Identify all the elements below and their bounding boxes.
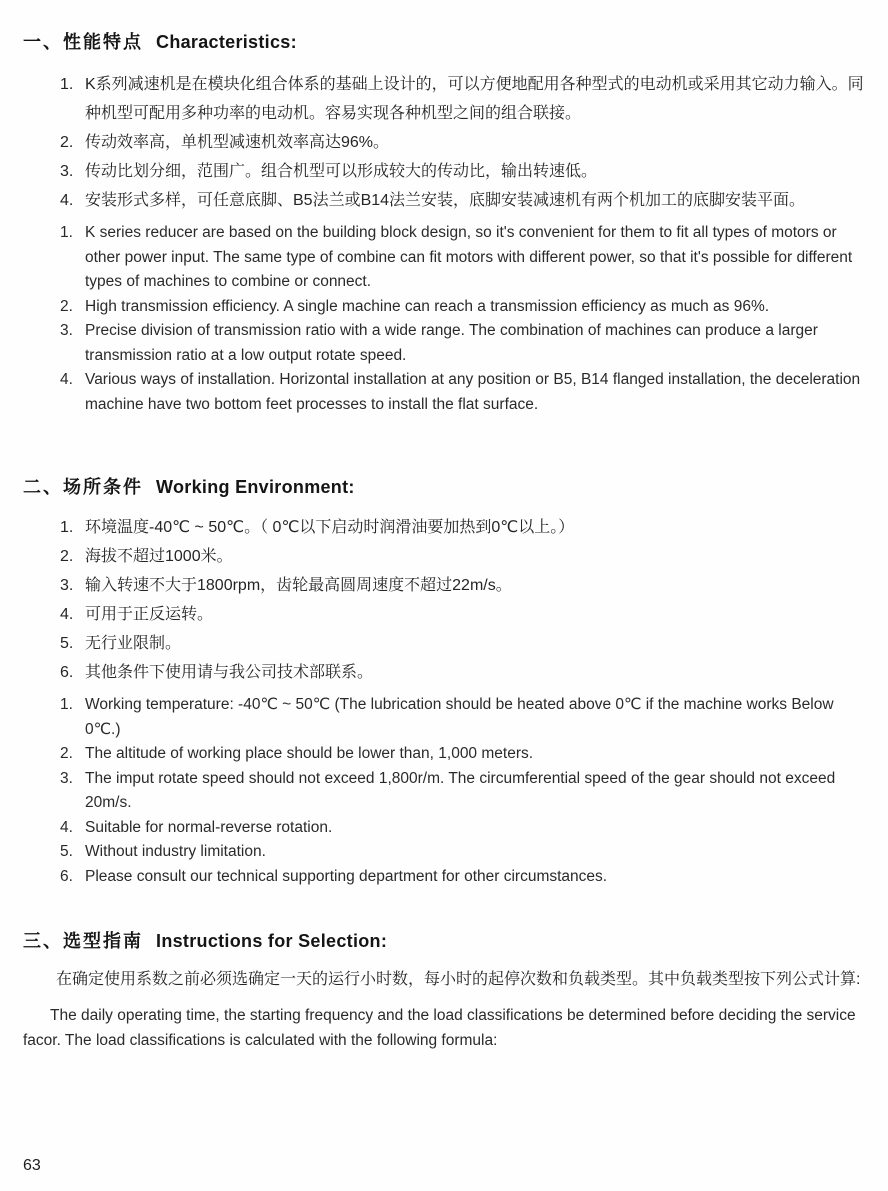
list-item-text: 安装形式多样，可任意底脚、B5法兰或B14法兰安装，底脚安装减速机有两个机加工的底脚安装平面。 — [85, 192, 806, 209]
section-title-en: Instructions for Selection: — [156, 931, 388, 951]
list-item-number: 2. — [60, 134, 74, 151]
list-item-text: Precise division of transmission ratio with a wide range. The combination of machines can produce a larger transmission ratio at a low output rotate speed. — [85, 322, 818, 364]
list-item-number: 4. — [60, 192, 74, 209]
list-item-text: 传动效率高，单机型减速机效率高达96%。 — [85, 134, 390, 151]
list-item-number: 2. — [60, 745, 73, 762]
list-item — [23, 368, 864, 417]
list-item — [23, 513, 864, 542]
list-item-number: 2. — [60, 297, 73, 315]
list-item — [23, 816, 864, 841]
section-characteristics-title — [23, 30, 864, 54]
list-item — [23, 767, 864, 816]
list-item-number: 6. — [60, 867, 73, 885]
list-item-text: 传动比划分细，范围广。组合机型可以形成较大的传动比，输出转速低。 — [85, 163, 598, 180]
list-item-number: 1. — [60, 519, 74, 536]
list-item-text: High transmission efficiency. A single machine can reach a transmission efficiency as much as 96%. — [85, 297, 770, 315]
list-item-text: Suitable for normal-reverse rotation. — [85, 818, 333, 836]
environment-list-en — [23, 693, 864, 889]
list-item-text: 环境温度-40℃ ~ 50℃。（ 0℃以下启动时润滑油要加热到0℃以上。） — [85, 519, 575, 536]
list-item — [23, 742, 864, 767]
section-working-environment-title — [23, 475, 864, 499]
list-item-number: 4. — [60, 606, 74, 623]
characteristics-list-en — [23, 221, 864, 417]
selection-paragraph-en: The daily operating time, the starting frequency and the load classifications be determined before deciding the service facor. The load classifications is calculated with the following formula: — [23, 1007, 856, 1049]
list-item-text: Working temperature: -40℃ ~ 50℃ (The lubrication should be heated above 0℃ if the machine works Below 0℃.) — [85, 696, 834, 738]
list-item-number: 3. — [60, 163, 74, 180]
section-selection-title — [23, 929, 864, 953]
list-item-text: 输入转速不大于1800rpm，齿轮最高圆周速度不超过22m/s。 — [85, 577, 512, 594]
list-item-number: 3. — [60, 322, 73, 339]
list-item-number: 5. — [60, 843, 73, 860]
list-item — [23, 319, 864, 368]
environment-list-zh — [23, 513, 864, 687]
list-item-text: 无行业限制。 — [85, 635, 182, 652]
list-item-text: Without industry limitation. — [85, 843, 266, 860]
section-characteristics — [23, 30, 864, 417]
list-item — [23, 658, 864, 687]
list-item-number: 1. — [60, 76, 74, 93]
list-item — [23, 542, 864, 571]
list-item — [23, 629, 864, 658]
list-item-text: 其他条件下使用请与我公司技术部联系。 — [85, 664, 374, 681]
list-item — [23, 186, 864, 215]
list-item — [23, 70, 864, 128]
list-item-text: Please consult our technical supporting department for other circumstances. — [85, 867, 608, 885]
list-item — [23, 221, 864, 295]
section-title-zh: 二、场所条件 — [23, 477, 143, 497]
list-item — [23, 693, 864, 742]
selection-paragraph-zh: 在确定使用系数之前必须选确定一天的运行小时数，每小时的起停次数和负载类型。其中负载类型按下列公式计算: — [56, 971, 861, 988]
section-instructions-for-selection — [23, 929, 864, 1053]
list-item-text: The altitude of working place should be lower than, 1,000 meters. — [85, 745, 534, 762]
list-item-number: 1. — [60, 696, 73, 713]
list-item — [23, 840, 864, 865]
list-item-number: 1. — [60, 224, 73, 241]
list-item — [23, 571, 864, 600]
page-number: 63 — [23, 1157, 41, 1174]
list-item — [23, 128, 864, 157]
list-item-number: 3. — [60, 769, 73, 787]
section-title-en: Working Environment: — [156, 477, 355, 497]
list-item-text: K系列减速机是在模块化组合体系的基础上设计的，可以方便地配用各种型式的电动机或采用其它动力输入。同种机型可配用多种功率的电动机。容易实现各种机型之间的组合联接。 — [85, 76, 864, 122]
list-item-number: 6. — [60, 664, 74, 681]
list-item-number: 5. — [60, 635, 74, 652]
list-item-text: 可用于正反运转。 — [85, 606, 214, 623]
section-title-zh: 三、选型指南 — [23, 931, 143, 951]
list-item-number: 3. — [60, 577, 74, 594]
characteristics-list-zh — [23, 70, 864, 215]
list-item-number: 4. — [60, 371, 73, 388]
list-item — [23, 865, 864, 890]
section-title-zh: 一、性能特点 — [23, 32, 143, 52]
list-item — [23, 295, 864, 320]
section-working-environment — [23, 475, 864, 889]
list-item-text: Various ways of installation. Horizontal installation at any position or B5, B14 flanged installation, the deceleration machine have two bottom feet processes to install the flat surface. — [85, 371, 861, 413]
list-item-number: 4. — [60, 818, 73, 836]
list-item-text: The imput rotate speed should not exceed 1,800r/m. The circumferential speed of the gear should not exceed 20m/s. — [85, 769, 836, 811]
list-item — [23, 600, 864, 629]
section-title-en: Characteristics: — [156, 32, 297, 52]
list-item-number: 2. — [60, 548, 74, 565]
list-item-text: K series reducer are based on the building block design, so it's convenient for them to fit all types of motors or other power input. The same type of combine can fit motors with different power, so that it's possible for different types of machines to combine or connect. — [85, 224, 853, 290]
list-item-text: 海拔不超过1000米。 — [85, 548, 233, 565]
list-item — [23, 157, 864, 186]
